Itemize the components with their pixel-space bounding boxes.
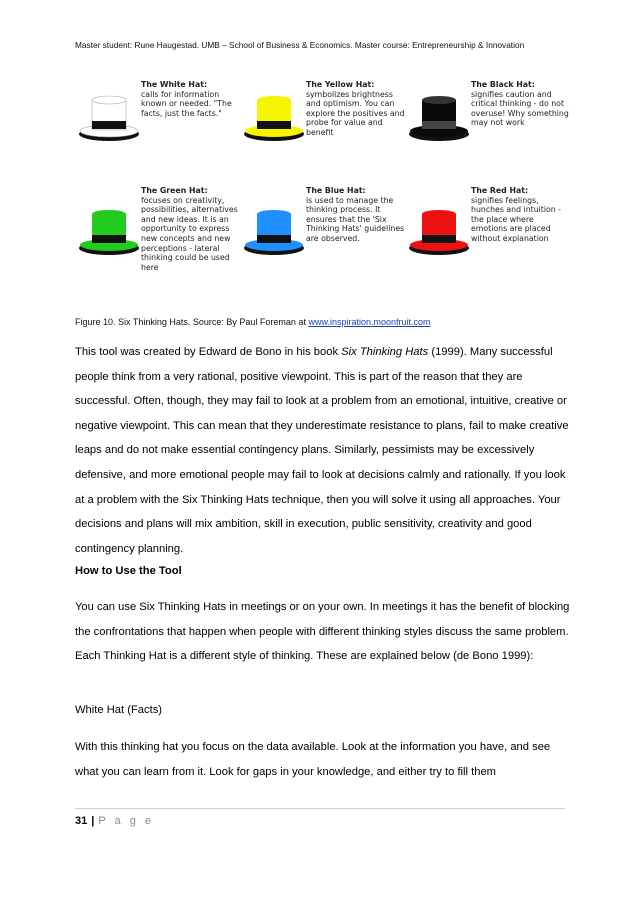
paragraph-intro-start: This tool was created by Edward de Bono in his book: [75, 346, 342, 358]
hat-yellow-text: [306, 80, 406, 138]
book-title: Six Thinking Hats: [341, 346, 429, 358]
hat-green-title: The Green Hat:: [141, 186, 208, 195]
hat-black-desc: signifies caution and critical thinking - do not overuse! Why something may not work: [471, 89, 569, 128]
hat-yellow: [240, 74, 405, 194]
hat-black: [405, 74, 569, 194]
hat-blue-text: [306, 186, 406, 244]
hat-black-title: The Black Hat:: [471, 80, 535, 89]
caption-source-link[interactable]: www.inspiration.moonfruit.com: [308, 317, 431, 327]
hat-blue: [240, 180, 405, 300]
footer-divider: [75, 808, 565, 809]
red-hat-icon: [405, 208, 473, 258]
hat-white-title: The White Hat:: [141, 80, 208, 89]
page-footer: [75, 815, 154, 827]
hat-black-text: [471, 80, 571, 128]
paragraph-white-hat: With this thinking hat you focus on the data available. Look at the information you have, and see what you can learn from it. Look for gaps in your knowledge, and either try to fill them: [75, 741, 551, 778]
hat-yellow-desc: symbolizes brightness and optimism. You can explore the positives and probe for value and benefit: [306, 89, 405, 137]
hat-red-desc: signifies feelings, hunches and intuition - the place where emotions are placed without explanation: [471, 195, 562, 243]
hat-red: [405, 180, 565, 300]
running-header: Master student: Rune Haugestad. UMB – School of Business & Economics. Master course: Entrepreneurship & Innovation: [75, 40, 525, 50]
hat-yellow-title: The Yellow Hat:: [306, 80, 375, 89]
hat-blue-title: The Blue Hat:: [306, 186, 366, 195]
hat-green-desc: focuses on creativity, possibilities, alternatives and new ideas. It is an opportunity to express new concepts and new perceptions - lateral thinking could be used here: [141, 195, 238, 272]
page-label: P a g e: [98, 815, 154, 827]
paragraph-how-to-use: You can use Six Thinking Hats in meetings or on your own. In meetings it has the benefit of blocking the confrontations that happen when people with different thinking styles discuss the same problem. Each Thinking Hat is a different style of thinking. These are explained below (de Bono 1999):: [75, 601, 570, 663]
hat-red-text: [471, 186, 571, 244]
hat-white-text: [141, 80, 241, 118]
figure-caption: [75, 317, 431, 327]
black-hat-icon: [405, 94, 473, 144]
blue-hat-icon: [240, 208, 308, 258]
heading-white-hat: White Hat (Facts): [75, 704, 163, 716]
heading-how-to-use: How to Use the Tool: [75, 565, 182, 577]
hat-green-text: [141, 186, 241, 272]
six-hats-figure: [75, 74, 575, 304]
hat-green: [75, 180, 238, 300]
paragraph-intro: [75, 340, 571, 561]
green-hat-icon: [75, 208, 143, 258]
hat-white: [75, 74, 235, 194]
page-number: 31: [75, 815, 88, 827]
hat-blue-desc: is used to manage the thinking process. It ensures that the 'Six Thinking Hats' guidelines are observed.: [306, 195, 405, 243]
hat-red-title: The Red Hat:: [471, 186, 529, 195]
hat-white-desc: calls for information known or needed. "The facts, just the facts.": [141, 89, 232, 118]
paragraph-intro-rest: (1999). Many successful people think from a very rational, positive viewpoint. This is part of the reason that they are successful. Often, though, they may fail to look at a problem from an emotional, intuitive, creative or negative viewpoint. This can mean that they underestimate resistance to plans, fail to make creative leaps and do not make essential contingency plans. Similarly, pessimists may be excessively defensive, and more emotional people may fail to look at decisions calmly and rationally. If you look at a problem with the Six Thinking Hats technique, then you will solve it using all approaches. Your decisions and plans will mix ambition, skill in execution, public sensitivity, creativity and good contingency planning.: [75, 346, 569, 555]
footer-separator: |: [91, 815, 95, 827]
caption-text: Figure 10. Six Thinking Hats. Source: By Paul Foreman at: [75, 317, 309, 327]
yellow-hat-icon: [240, 94, 308, 144]
white-hat-icon: [75, 94, 143, 144]
